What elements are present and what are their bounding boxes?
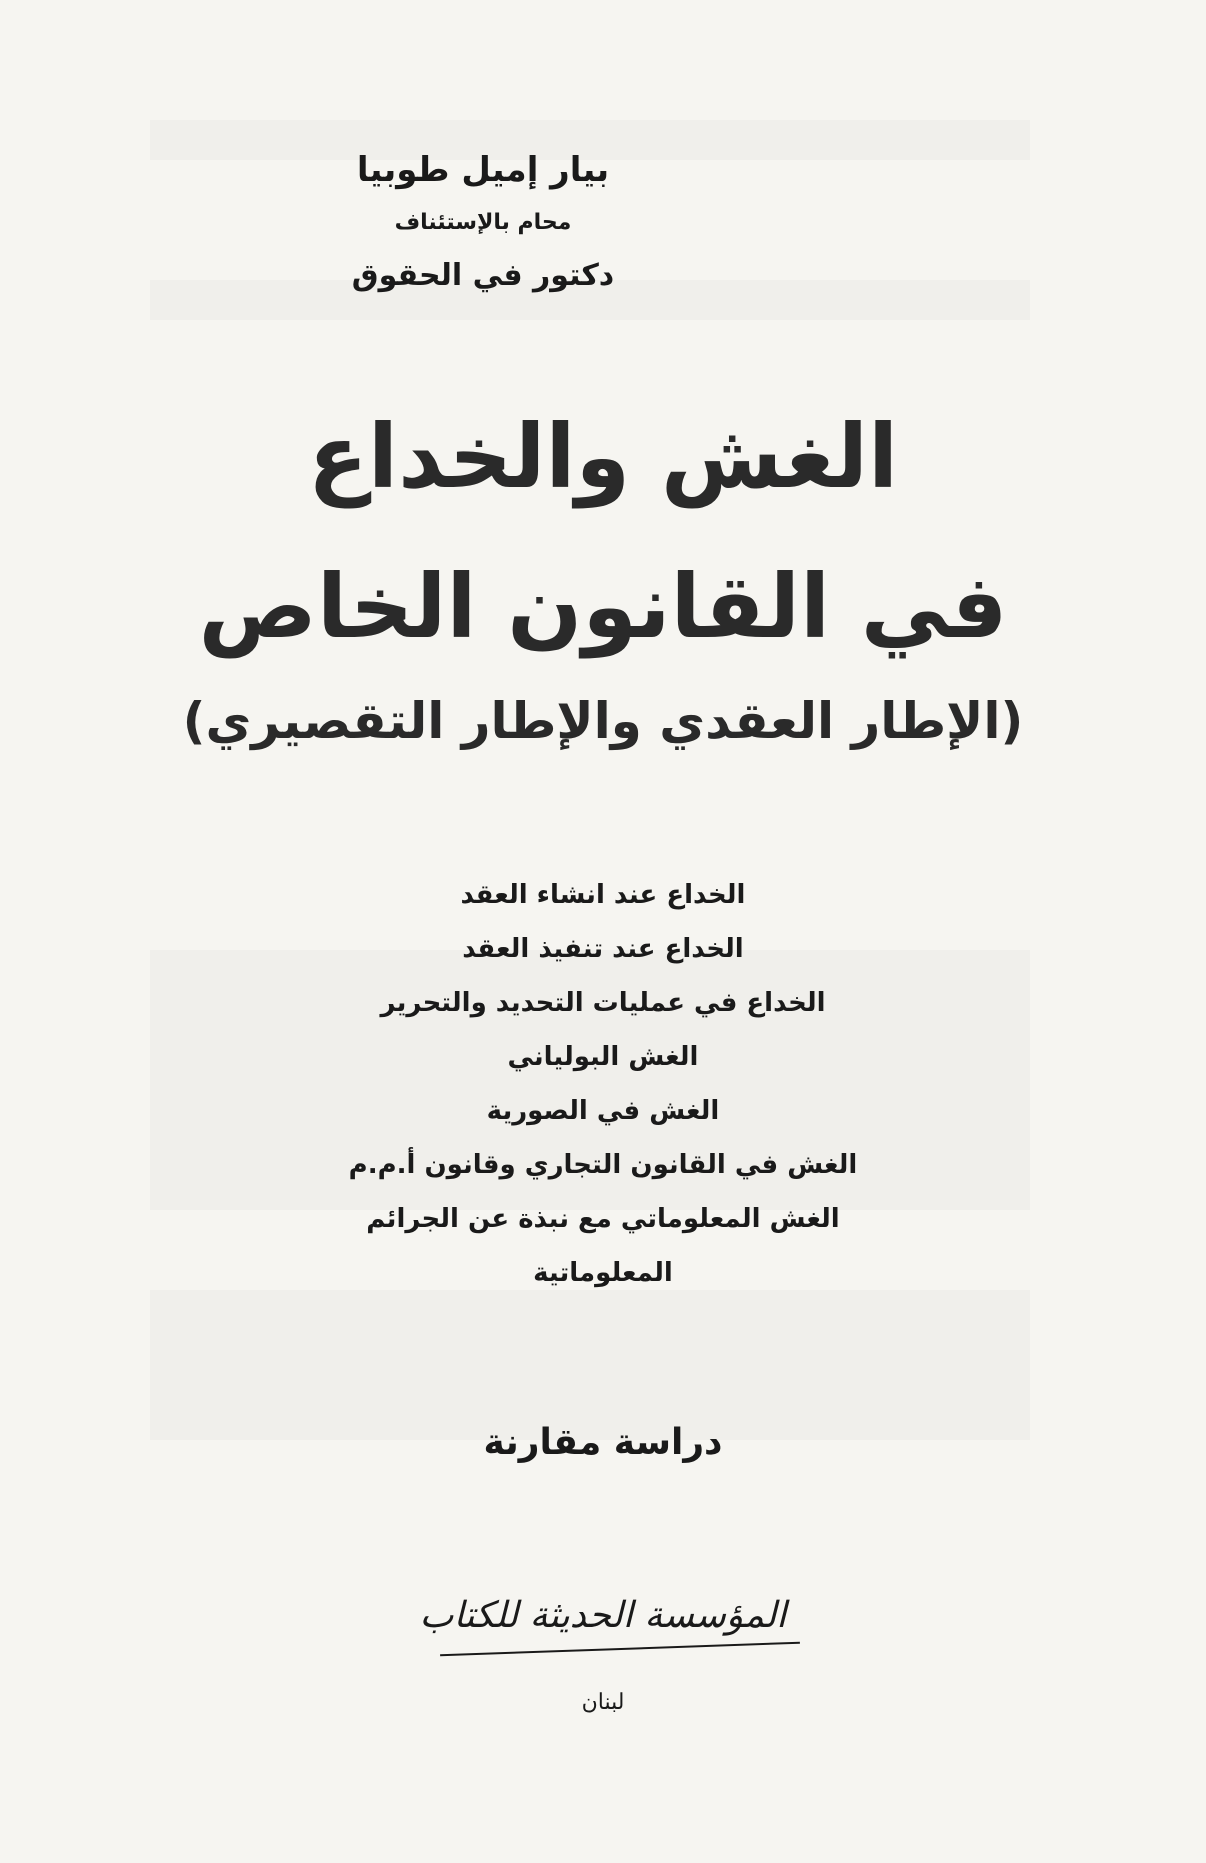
book-subtitle: (الإطار العقدي والإطار التقصيري)	[182, 692, 1024, 750]
topic-item: الغش في القانون التجاري وقانون أ.م.م	[348, 1150, 858, 1180]
topic-item: الخداع في عمليات التحديد والتحرير	[380, 988, 826, 1018]
author-credential-doctorate: دكتور في الحقوق	[351, 258, 615, 293]
book-title-line-2: في القانون الخاص	[198, 555, 1008, 658]
topic-item: الغش المعلوماتي مع نبذة عن الجرائم	[366, 1204, 840, 1234]
topic-item: الخداع عند انشاء العقد	[460, 880, 746, 910]
topic-item: الغش البولياني	[507, 1042, 699, 1072]
study-type: دراسة مقارنة	[483, 1422, 723, 1463]
topic-item: الغش في الصورية	[486, 1096, 720, 1126]
publisher-logo-underline	[440, 1642, 800, 1657]
bleed-through-table	[150, 1290, 1030, 1440]
publisher-country: لبنان	[581, 1690, 625, 1715]
author-name: بيار إميل طوبيا	[356, 150, 610, 190]
topic-item: المعلوماتية	[533, 1258, 673, 1288]
book-title-line-1: الغش والخداع	[307, 405, 899, 508]
publisher-logo: المؤسسة الحديثة للكتاب	[419, 1595, 787, 1636]
author-credential-lawyer: محام بالإستئناف	[394, 210, 572, 235]
topics-list	[0, 868, 1206, 1300]
topic-item: الخداع عند تنفيذ العقد	[462, 934, 744, 964]
